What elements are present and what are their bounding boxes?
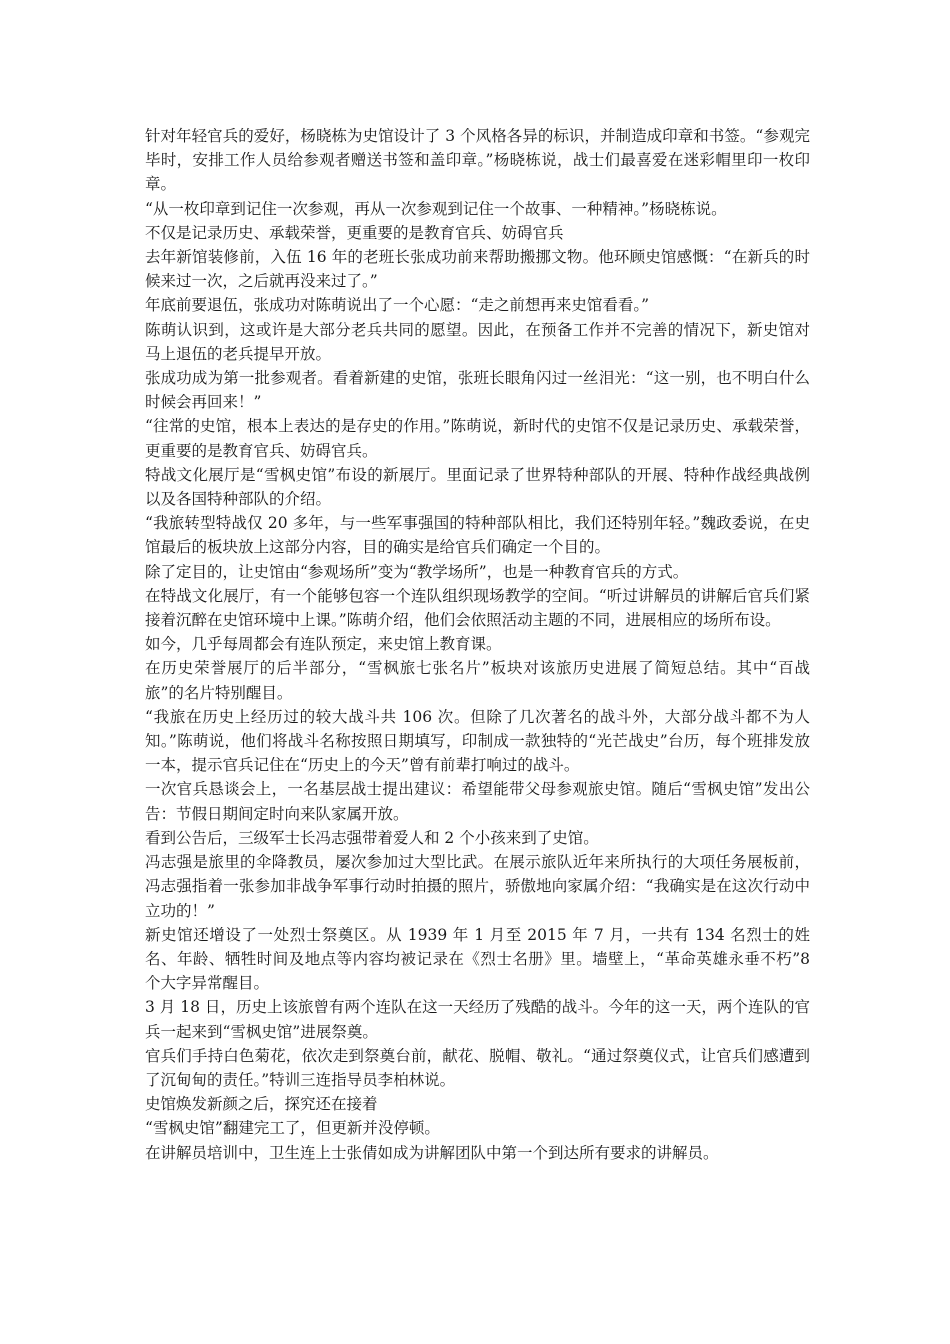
paragraph: “往常的史馆，根本上表达的是存史的作用。”陈萌说，新时代的史馆不仅是记录历史、承载荣誉，更重要的是教育官兵、妨碍官兵。 xyxy=(145,417,810,460)
paragraph: 官兵们手持白色菊花，依次走到祭奠台前，献花、脱帽、敬礼。“通过祭奠仪式，让官兵们感遭到了沉甸甸的责任。”特训三连指导员李柏林说。 xyxy=(145,1046,810,1089)
paragraph: 在讲解员培训中，卫生连上士张倩如成为讲解团队中第一个到达所有要求的讲解员。 xyxy=(145,1143,719,1162)
paragraph: 3 月 18 日，历史上该旅曾有两个连队在这一天经历了残酷的战斗。今年的这一天，两个连队的官兵一起来到“雪枫史馆”进展祭奠。 xyxy=(145,998,810,1041)
paragraph: 除了定目的，让史馆由“参观场所”变为“教学场所”，也是一种教育官兵的方式。 xyxy=(145,562,689,581)
paragraph: 针对年轻官兵的爱好，杨晓栋为史馆设计了 3 个风格各异的标识，并制造成印章和书签。“参观完毕时，安排工作人员给参观者赠送书签和盖印章。”杨晓栋说，战士们最喜爱在迷彩帽里印一枚印章。 xyxy=(145,127,810,194)
paragraph: 冯志强是旅里的伞降教员，屡次参加过大型比武。在展示旅队近年来所执行的大项任务展板前，冯志强指着一张参加非战争军事行动时拍摄的照片，骄傲地向家属介绍：“我确实是在这次行动中立功的！” xyxy=(145,853,810,920)
paragraph: 年底前要退伍，张成功对陈萌说出了一个心愿：“走之前想再来史馆看看。” xyxy=(145,296,650,315)
paragraph: 陈萌认识到，这或许是大部分老兵共同的愿望。因此，在预备工作并不完善的情况下，新史馆对马上退伍的老兵提早开放。 xyxy=(145,320,810,363)
paragraph: “从一枚印章到记住一次参观，再从一次参观到记住一个故事、一种精神。”杨晓栋说。 xyxy=(145,199,727,218)
paragraph: “我旅转型特战仅 20 多年，与一些军事强国的特种部队相比，我们还特别年轻。”魏政委说，在史馆最后的板块放上这部分内容，目的确实是给官兵们确定一个目的。 xyxy=(145,514,810,557)
article-body xyxy=(145,124,810,1165)
paragraph: 一次官兵恳谈会上，一名基层战士提出建议：希望能带父母参观旅史馆。随后“雪枫史馆”发出公告：节假日期间定时向来队家属开放。 xyxy=(145,780,810,823)
section-heading: 不仅是记录历史、承载荣誉，更重要的是教育官兵、妨碍官兵 xyxy=(145,223,564,242)
paragraph: “雪枫史馆”翻建完工了，但更新并没停顿。 xyxy=(145,1119,440,1138)
paragraph: 如今，几乎每周都会有连队预定，来史馆上教育课。 xyxy=(145,635,502,654)
paragraph: 在特战文化展厅，有一个能够包容一个连队组织现场教学的空间。“听过讲解员的讲解后官兵们紧接着沉醉在史馆环境中上课。”陈萌介绍，他们会依照活动主题的不同，进展相应的场所布设。 xyxy=(145,586,810,630)
paragraph: “我旅在历史上经历过的较大战斗共 106 次。但除了几次著名的战斗外，大部分战斗都不为人知。”陈萌说，他们将战斗名称按照日期填写，印制成一款独特的“光芒战史”台历，每个班排发放一本，提示官兵记住在“历史上的今天”曾有前辈打响过的战斗。 xyxy=(145,707,810,775)
paragraph: 看到公告后，三级军士长冯志强带着爱人和 2 个小孩来到了史馆。 xyxy=(145,828,599,847)
paragraph: 新史馆还增设了一处烈士祭奠区。从 1939 年 1 月至 2015 年 7 月，一共有 134 名烈士的姓名、年龄、牺牲时间及地点等内容均被记录在《烈士名册》里。墙壁上，“革命英雄永垂不朽”8 个大字异常醒目。 xyxy=(145,925,810,993)
paragraph: 张成功成为第一批参观者。看着新建的史馆，张班长眼角闪过一丝泪光：“这一别，也不明白什么时候会再回来！” xyxy=(145,369,810,412)
section-heading: 史馆焕发新颜之后，探究还在接着 xyxy=(145,1095,378,1114)
paragraph: 特战文化展厅是“雪枫史馆”布设的新展厅。里面记录了世界特种部队的开展、特种作战经典战例以及各国特种部队的介绍。 xyxy=(145,465,810,509)
paragraph: 在历史荣誉展厅的后半部分，“雪枫旅七张名片”板块对该旅历史进展了简短总结。其中“百战旅”的名片特别醒目。 xyxy=(145,659,810,702)
paragraph: 去年新馆装修前，入伍 16 年的老班长张成功前来帮助搬挪文物。他环顾史馆感慨：“在新兵的时候来过一次，之后就再没来过了。” xyxy=(145,248,810,291)
